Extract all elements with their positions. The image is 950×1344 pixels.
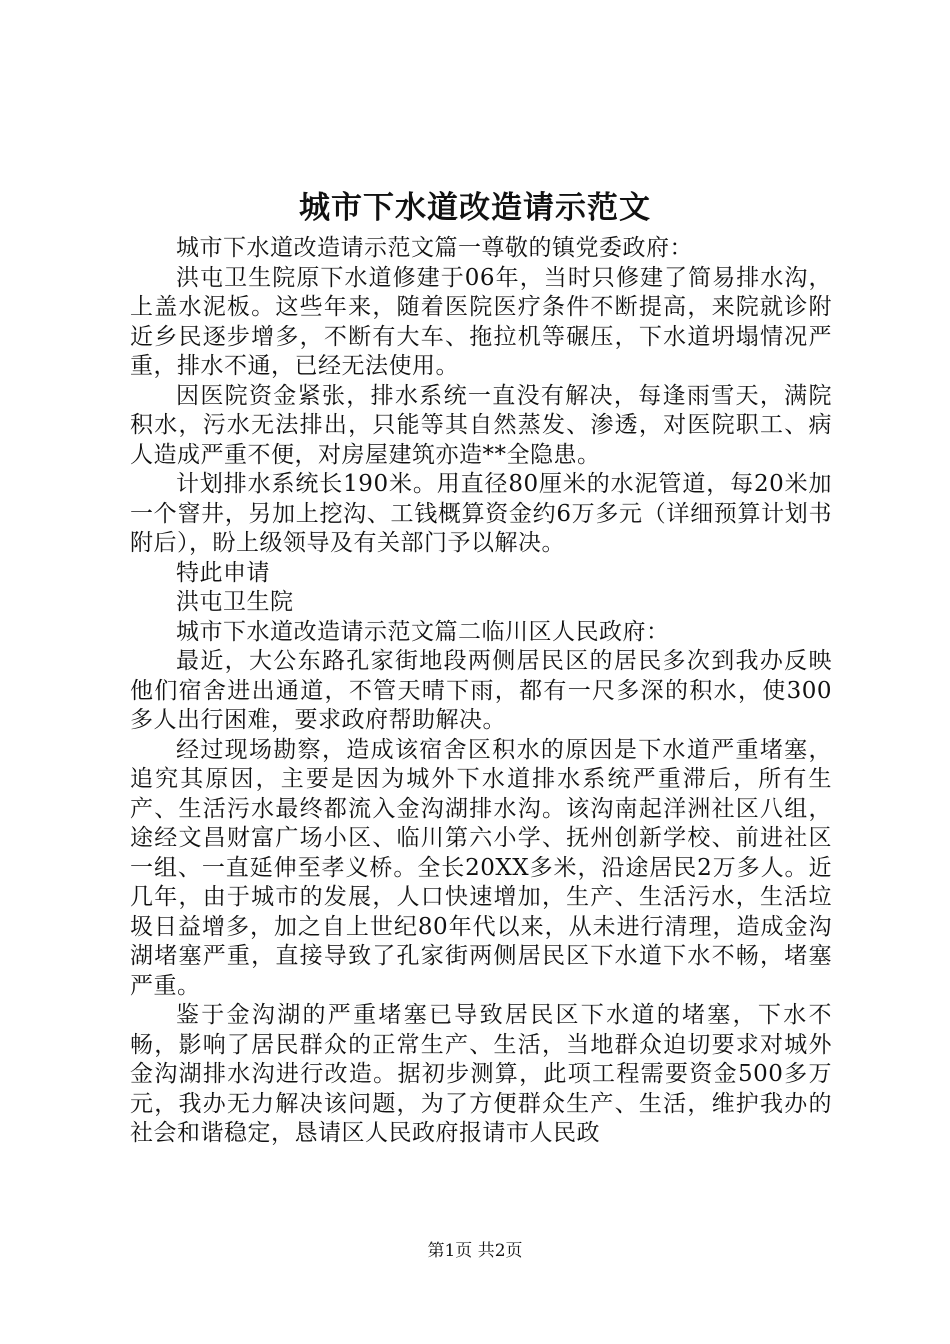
paragraph: 计划排水系统长190米。用直径80厘米的水泥管道，每20米加一个窨井，另加上挖沟、工钱概算资金约6万多元（详细预算计划书附后），盼上级领导及有关部门予以解决。 <box>130 471 832 556</box>
closing-line: 特此申请 <box>176 559 270 586</box>
paragraph: 城市下水道改造请示范文篇一尊敬的镇党委政府： <box>176 235 693 261</box>
paragraph: 经过现场勘察，造成该宿舍区积水的原因是下水道严重堵塞，追究其原因，主要是因为城外下水道排水系统严重滞后，所有生产、生活污水最终都流入金沟湖排水沟。该沟南起洋洲社区八组，途经文昌财富广场小区、临川第六小学、抚州创新学校、前进社区一组、一直延伸至孝义桥。全长20XX多米，沿途居民2万多人。近几年，由于城市的发展，人口快速增加，生产、生活污水，生活垃圾日益增多，加之自上世纪80年代以来，从未进行清理，造成金沟湖堵塞严重，直接导致了孔家街两侧居民区下水道下水不畅，堵塞严重。 <box>130 736 832 999</box>
paragraph: 鉴于金沟湖的严重堵塞已导致居民区下水道的堵塞，下水不畅，影响了居民群众的正常生产、生活，当地群众迫切要求对城外金沟湖排水沟进行改造。据初步测算，此项工程需要资金500多万元，我办无力解决该问题，为了方便群众生产、生活，维护我办的社会和谐稳定，恳请区人民政府报请市人民政 <box>130 1002 832 1146</box>
paragraph: 最近，大公东路孔家街地段两侧居民区的居民多次到我办反映他们宿舍进出通道，不管天晴下雨，都有一尺多深的积水，使300多人出行困难，要求政府帮助解决。 <box>130 648 832 733</box>
paragraph: 因医院资金紧张，排水系统一直没有解决，每逢雨雪天，满院积水，污水无法排出，只能等其自然蒸发、渗透，对医院职工、病人造成严重不便，对房屋建筑亦造**全隐患。 <box>130 382 832 468</box>
paragraph: 洪屯卫生院原下水道修建于06年，当时只修建了简易排水沟，上盖水泥板。这些年来，随着医院医疗条件不断提高，来院就诊附近乡民逐步增多，不断有大车、拖拉机等碾压，下水道坍塌情况严重，排水不通，已经无法使用。 <box>130 264 832 379</box>
paragraph: 城市下水道改造请示范文篇二临川区人民政府： <box>176 618 670 645</box>
document-body <box>130 234 832 1149</box>
page-number-footer: 第1页 共2页 <box>427 1241 523 1261</box>
document-title: 城市下水道改造请示范文 <box>299 190 651 226</box>
signature-line: 洪屯卫生院 <box>176 589 294 615</box>
